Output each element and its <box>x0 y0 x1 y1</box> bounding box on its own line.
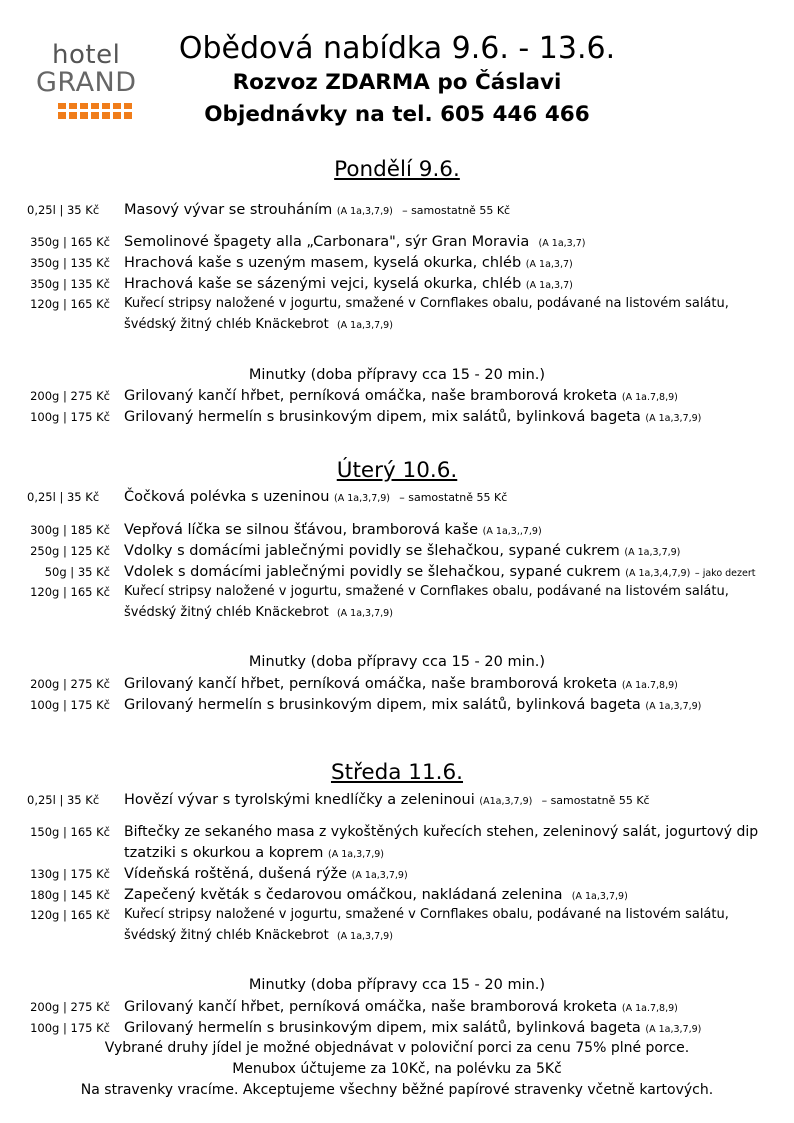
menu-item <box>0 520 794 540</box>
item-name: Grilovaný kančí hřbet, perníková omáčka, naše bramborová kroketa (A 1a.7,8,9) <box>124 999 678 1015</box>
item-name: Grilovaný kančí hřbet, perníková omáčka, naše bramborová kroketa (A 1a.7,8,9) <box>124 388 678 404</box>
footer-menubox: Menubox účtujeme za 10Kč, na polévku za 5Kč <box>232 1061 562 1077</box>
item-name: Grilovaný kančí hřbet, perníková omáčka, naše bramborová kroketa (A 1a.7,8,9) <box>124 676 678 692</box>
item-name: Grilovaný hermelín s brusinkovým dipem, mix salátů, bylinková bageta (A 1a,3,7,9) <box>124 1020 702 1036</box>
item-name: Kuřecí stripsy naložené v jogurtu, smažené v Cornflakes obalu, podávané na listovém salátu, <box>124 584 729 599</box>
menu-item-cont <box>0 603 794 623</box>
item-name: Kuřecí stripsy naložené v jogurtu, smažené v Cornflakes obalu, podávané na listovém salátu, <box>124 907 729 922</box>
item-price: 200g | 275 Kč <box>30 1000 110 1014</box>
item-price: 120g | 165 Kč <box>30 297 110 311</box>
delivery-info: Rozvoz ZDARMA po Čáslavi <box>232 70 562 95</box>
item-price: 200g | 275 Kč <box>30 677 110 691</box>
day-heading-monday: Pondělí 9.6. <box>334 157 460 182</box>
soup-price: 0,25l | 35 Kč <box>27 203 100 217</box>
item-price: 250g | 125 Kč <box>30 544 110 558</box>
minutky-item <box>0 407 794 427</box>
menu-item-cont <box>0 843 794 863</box>
item-name-cont: tzatziki s okurkou a koprem (A 1a,3,7,9) <box>124 845 384 861</box>
minutky-item <box>0 695 794 715</box>
menu-item <box>0 885 794 905</box>
minutky-item <box>0 386 794 406</box>
item-name: Kuřecí stripsy naložené v jogurtu, smažené v Cornflakes obalu, podávané na listovém salátu, <box>124 296 729 311</box>
item-name: Hrachová kaše s uzeným masem, kyselá okurka, chléb (A 1a,3,7) <box>124 255 573 271</box>
item-price: 100g | 175 Kč <box>30 698 110 712</box>
item-price: 180g | 145 Kč <box>30 888 110 902</box>
minutky-item <box>0 674 794 694</box>
soup-name: Masový vývar se strouháním (A 1a,3,7,9) – samostatně 55 Kč <box>124 202 511 218</box>
menu-item <box>0 822 794 842</box>
item-name-cont: švédský žitný chléb Knäckebrot (A 1a,3,7,9) <box>124 928 393 943</box>
footer-vouchers: Na stravenky vracíme. Akceptujeme všechny běžné papírové stravenky včetně kartových. <box>80 1082 714 1098</box>
logo-hotel-text: hotel <box>52 40 121 70</box>
item-price: 100g | 175 Kč <box>30 1021 110 1035</box>
menu-item <box>0 582 794 602</box>
minutky-label: Minutky (doba přípravy cca 15 - 20 min.) <box>248 367 546 383</box>
item-price: 150g | 165 Kč <box>30 825 110 839</box>
order-phone: Objednávky na tel. 605 446 466 <box>204 102 590 127</box>
menu-item <box>0 253 794 273</box>
item-name: Grilovaný hermelín s brusinkovým dipem, mix salátů, bylinková bageta (A 1a,3,7,9) <box>124 409 702 425</box>
item-name: Vídeňská roštěná, dušená rýže (A 1a,3,7,9) <box>124 866 408 882</box>
menu-item <box>0 864 794 884</box>
minutky-label: Minutky (doba přípravy cca 15 - 20 min.) <box>248 977 546 993</box>
soup-row <box>0 487 794 507</box>
soup-price: 0,25l | 35 Kč <box>27 490 100 504</box>
item-name: Vdolky s domácími jablečnými povidly se šlehačkou, sypané cukrem (A 1a,3,7,9) <box>124 543 681 559</box>
minutky-item <box>0 1018 794 1038</box>
item-name: Semolinové špagety alla „Carbonara", sýr Gran Moravia (A 1a,3,7) <box>124 234 586 250</box>
item-name: Grilovaný hermelín s brusinkovým dipem, mix salátů, bylinková bageta (A 1a,3,7,9) <box>124 697 702 713</box>
item-price: 130g | 175 Kč <box>30 867 110 881</box>
item-price: 120g | 165 Kč <box>30 908 110 922</box>
item-price: 350g | 135 Kč <box>30 277 110 291</box>
menu-item-cont <box>0 315 794 335</box>
item-name: Biftečky ze sekaného masa z vykoštěných kuřecích stehen, zeleninový salát, jogurtový dip <box>124 824 759 840</box>
day-heading-tuesday: Úterý 10.6. <box>336 458 458 483</box>
item-price: 100g | 175 Kč <box>30 410 110 424</box>
page-title: Obědová nabídka 9.6. - 13.6. <box>178 31 616 66</box>
menu-item <box>0 541 794 561</box>
menu-item <box>0 562 794 582</box>
menu-item <box>0 294 794 314</box>
item-price: 120g | 165 Kč <box>30 585 110 599</box>
item-name-cont: švédský žitný chléb Knäckebrot (A 1a,3,7,9) <box>124 605 393 620</box>
item-name: Hrachová kaše se sázenými vejci, kyselá okurka, chléb (A 1a,3,7) <box>124 276 573 292</box>
soup-price: 0,25l | 35 Kč <box>27 793 100 807</box>
soup-name: Čočková polévka s uzeninou (A 1a,3,7,9) – samostatně 55 Kč <box>124 489 508 505</box>
minutky-label: Minutky (doba přípravy cca 15 - 20 min.) <box>248 654 546 670</box>
item-name-cont: švédský žitný chléb Knäckebrot (A 1a,3,7,9) <box>124 317 393 332</box>
item-price: 350g | 135 Kč <box>30 256 110 270</box>
footer-half-portion: Vybrané druhy jídel je možné objednávat v poloviční porci za cenu 75% plné porce. <box>104 1040 690 1056</box>
soup-row <box>0 200 794 220</box>
soup-row <box>0 790 794 810</box>
day-heading-wednesday: Středa 11.6. <box>330 760 464 785</box>
item-price: 350g | 165 Kč <box>30 235 110 249</box>
minutky-item <box>0 997 794 1017</box>
item-name: Vepřová líčka se silnou šťávou, bramborová kaše (A 1a,3,,7,9) <box>124 522 542 538</box>
item-name: Vdolek s domácími jablečnými povidly se šlehačkou, sypané cukrem (A 1a,3,4,7,9) – jako dezert <box>124 564 756 580</box>
item-price: 200g | 275 Kč <box>30 389 110 403</box>
menu-item <box>0 232 794 252</box>
menu-item <box>0 905 794 925</box>
item-price: 300g | 185 Kč <box>30 523 110 537</box>
logo-grand-text: GRAND <box>36 67 137 98</box>
menu-item <box>0 274 794 294</box>
menu-item-cont <box>0 926 794 946</box>
soup-name: Hovězí vývar s tyrolskými knedlíčky a zeleninoui (A1a,3,7,9) – samostatně 55 Kč <box>124 792 650 808</box>
item-name: Zapečený květák s čedarovou omáčkou, nakládaná zelenina (A 1a,3,7,9) <box>124 887 628 903</box>
item-price: 50g | 35 Kč <box>44 565 110 579</box>
